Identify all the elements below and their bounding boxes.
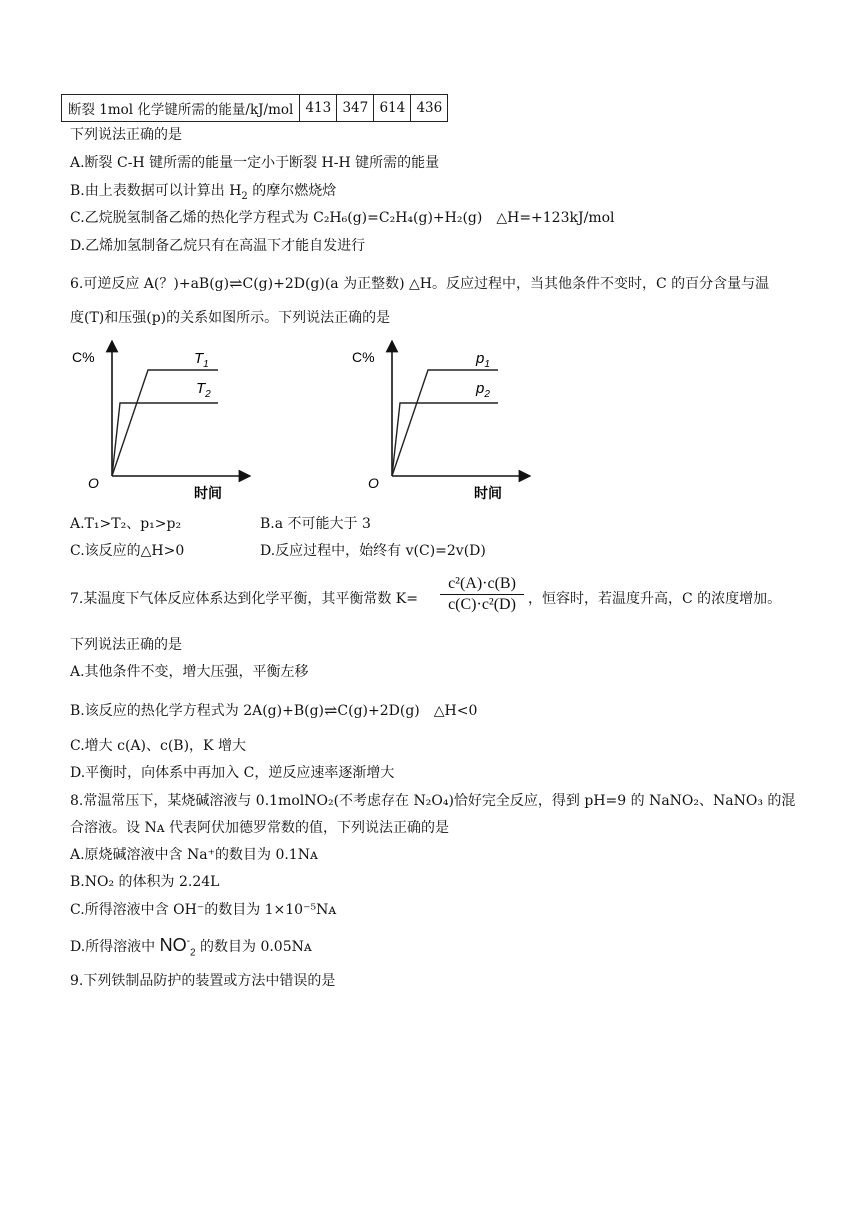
curve-label-lower: $T_2$ xyxy=(196,380,211,400)
y-axis-label: C% xyxy=(352,349,375,365)
q7-option-c: C.增大 c(A)、c(B)，K 增大 xyxy=(70,738,246,754)
q8-stem-line1: 8.常温常压下，某烧碱溶液与 0.1molNO₂(不考虑存在 N₂O₄)恰好完全反应，得到 pH=9 的 NaNO₂、NaNO₃ 的混 xyxy=(70,793,796,809)
x-axis-label: 时间 xyxy=(474,485,502,501)
q9-stem: 9.下列铁制品防护的装置或方法中错误的是 xyxy=(70,973,336,989)
q7-stem-post: ，恒容时，若温度升高，C 的浓度增加。 xyxy=(528,591,782,607)
x-axis-label: 时间 xyxy=(194,485,222,501)
q6-option-c: C.该反应的△H>0 xyxy=(70,543,185,559)
table-cell: 436 xyxy=(411,95,448,122)
equilibrium-arrow-icon: ⇌ xyxy=(324,701,338,720)
q7-stem-pre: 7.某温度下气体反应体系达到化学平衡，其平衡常数 K= xyxy=(70,591,418,607)
graph-pressure xyxy=(350,338,535,507)
q8-option-b: B.NO₂ 的体积为 2.24L xyxy=(70,874,220,890)
table-cell: 347 xyxy=(337,95,374,122)
q7-stem: 下列说法正确的是 xyxy=(70,637,182,653)
q7-option-d: D.平衡时，向体系中再加入 C，逆反应速率逐渐增大 xyxy=(70,765,395,781)
curve-label-upper: $T_1$ xyxy=(194,350,209,370)
q7-option-b: B.该反应的热化学方程式为 2A(g)+B(g)⇌C(g)+2D(g) △H<0 xyxy=(70,701,478,720)
nitrite-ion: $NO^-_2$ xyxy=(159,935,196,959)
q6-option-b: B.a 不可能大于 3 xyxy=(260,516,371,532)
fraction-numerator: c²(A)·c(B) xyxy=(440,575,524,595)
q5-option-c: C.乙烷脱氢制备乙烯的热化学方程式为 C₂H₆(g)=C₂H₄(g)+H₂(g) △H=+123kJ/mol xyxy=(70,210,615,226)
origin-label: O xyxy=(368,475,379,491)
table-row xyxy=(62,95,448,122)
q7-option-a: A.其他条件不变，增大压强，平衡左移 xyxy=(70,664,309,680)
equilibrium-arrow-icon: ⇌ xyxy=(229,274,243,293)
q5-option-a: A.断裂 C-H 键所需的能量一定小于断裂 H-H 键所需的能量 xyxy=(70,155,440,171)
curve-p2 xyxy=(392,403,498,476)
curve-t2 xyxy=(112,403,218,476)
fraction-denominator: c(C)·c²(D) xyxy=(448,596,516,613)
q8-option-d: D.所得溶液中 $NO^-_2$ 的数目为 0.05Nᴀ xyxy=(70,935,312,959)
q8-option-c: C.所得溶液中含 OH⁻的数目为 1×10⁻⁵Nᴀ xyxy=(70,902,337,918)
q5-option-d: D.乙烯加氢制备乙烷只有在高温下才能自发进行 xyxy=(70,238,366,254)
curve-label-lower: $p_2$ xyxy=(476,380,490,400)
q6-option-a: A.T₁>T₂、p₁>p₂ xyxy=(70,516,182,532)
q8-stem-line2: 合溶液。设 Nᴀ 代表阿伏加德罗常数的值，下列说法正确的是 xyxy=(70,820,450,836)
q6-stem-line2: 度(T)和压强(p)的关系如图所示。下列说法正确的是 xyxy=(70,310,391,326)
q5-stem: 下列说法正确的是 xyxy=(70,127,182,143)
table-row-label: 断裂 1mol 化学键所需的能量/kJ/mol xyxy=(62,95,300,122)
table-cell: 614 xyxy=(374,95,411,122)
table-cell: 413 xyxy=(300,95,337,122)
q8-option-a: A.原烧碱溶液中含 Na⁺的数目为 0.1Nᴀ xyxy=(70,847,318,863)
q6-option-d: D.反应过程中，始终有 v(C)=2v(D) xyxy=(260,543,486,559)
q6-stem-line1: 6.可逆反应 A(？)+aB(g)⇌C(g)+2D(g)(a 为正整数) △H。反应过程中，当其他条件不变时，C 的百分含量与温 xyxy=(70,274,770,293)
equilibrium-constant-fraction xyxy=(440,575,524,614)
bond-energy-table xyxy=(61,94,448,122)
q5-option-b: B.由上表数据可以计算出 $H_2$ 的摩尔燃烧焓 xyxy=(70,183,337,202)
y-axis-label: C% xyxy=(72,349,95,365)
graph-temperature xyxy=(70,338,255,507)
origin-label: O xyxy=(88,475,99,491)
curve-label-upper: $p_1$ xyxy=(476,350,490,370)
